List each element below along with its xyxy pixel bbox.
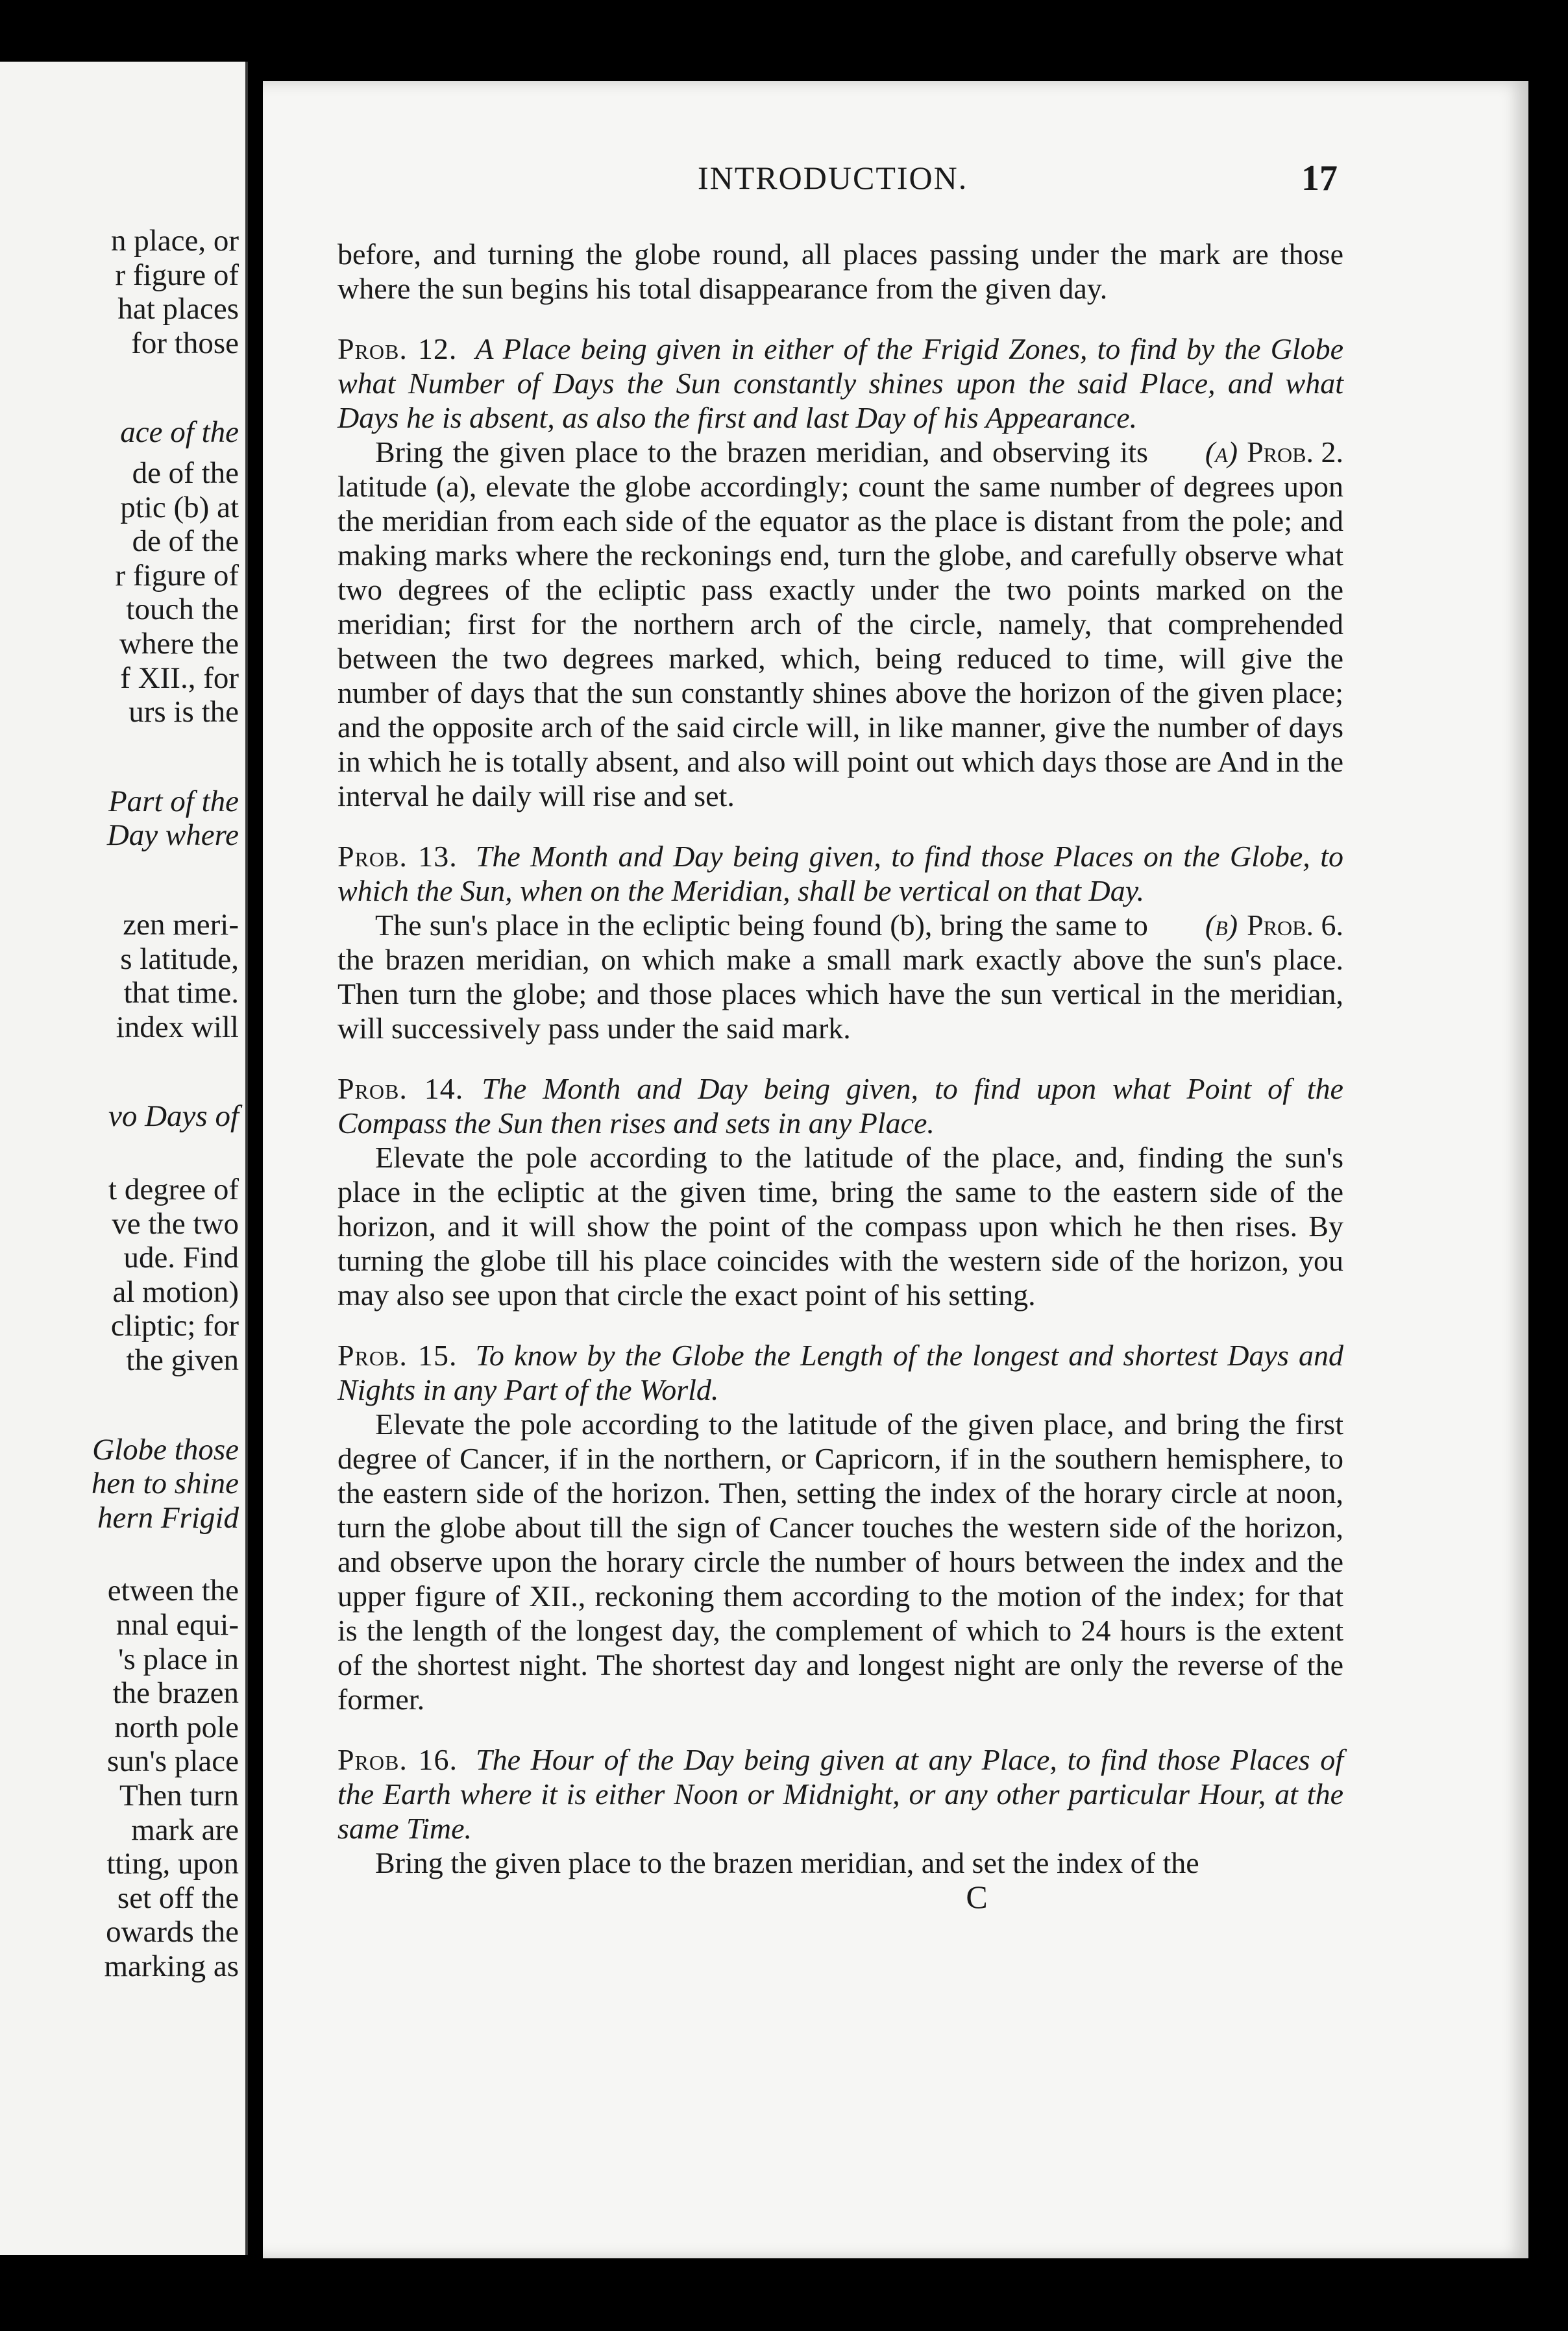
facing-page-line: set off the (117, 1881, 239, 1915)
problem-label: Prob. 15. (337, 1339, 458, 1372)
problem-text (337, 908, 1343, 1045)
problem-heading (337, 332, 1343, 435)
facing-page-line: Globe those (92, 1432, 239, 1467)
facing-page-line: ude. Find (123, 1241, 239, 1275)
note-ref: (b) (1205, 909, 1238, 942)
facing-page-line: hat places (117, 292, 239, 326)
facing-page-line: ptic (b) at (120, 490, 239, 524)
problem-text: Elevate the pole according to the latitude of the place, and, finding the sun's place in the ecliptic at the given time, bring the same to the eastern side of the horizon, and it will show the point of the compass upon which he then rises. By turning the globe till his place coincides with the western side of the horizon, you may also see upon that circle the exact point of his setting. (337, 1141, 1343, 1312)
facing-page-line: zen meri- (123, 908, 239, 942)
margin-note (1168, 908, 1343, 942)
facing-page-line: where the (119, 627, 239, 661)
facing-page-line: Day where (106, 818, 239, 853)
facing-page-line: ve the two (112, 1206, 239, 1241)
page-number: 17 (1301, 158, 1338, 199)
problem-title: To know by the Globe the Length of the longest and shortest Days and Nights in any Part of the World. (337, 1339, 1343, 1406)
problem-title: The Hour of the Day being given at any Place, to find those Places of the Earth where it is either Noon or Midnight, or any other particular Hour, at the same Time. (337, 1743, 1343, 1845)
facing-page-line: s latitude, (120, 942, 239, 976)
problem-title: The Month and Day being given, to find upon what Point of the Compass the Sun then rises and sets in any Place. (337, 1072, 1343, 1140)
facing-page-line: vo Days of (108, 1099, 239, 1134)
problem-12 (337, 332, 1343, 813)
note-text: Prob. 6. (1247, 909, 1343, 942)
problem-14 (337, 1071, 1343, 1312)
facing-page-line: 's place in (118, 1642, 239, 1676)
book-page (263, 81, 1528, 2258)
facing-page-line: the brazen (112, 1676, 239, 1711)
page-body (337, 237, 1343, 1914)
facing-page-line: n place, or (110, 224, 239, 258)
problem-text-content: The sun's place in the ecliptic being found (b), bring the same to the brazen meridian, on which make a small mark exactly above the sun's place. Then turn the globe; and those places which have the sun vertical in the meridian, will successively pass under the said mark. (337, 909, 1343, 1045)
facing-page-line: f XII., for (120, 661, 239, 695)
facing-page-line: index will (116, 1010, 239, 1044)
continued-paragraph: before, and turning the globe round, all places passing under the mark are those where the sun begins his total disappearance from the given day. (337, 238, 1343, 305)
facing-page-line: nnal equi- (116, 1608, 239, 1642)
facing-page-line: r figure of (115, 558, 239, 592)
problem-15 (337, 1338, 1343, 1716)
facing-page-line: hern Frigid (97, 1500, 239, 1535)
facing-page-line: marking as (104, 1949, 239, 1983)
facing-page-line: hen to shine (91, 1467, 239, 1501)
facing-page-line: cliptic; for (110, 1309, 239, 1343)
problem-13 (337, 839, 1343, 1045)
facing-page-line: Then turn (119, 1779, 239, 1812)
signature-mark: C (966, 1879, 988, 1915)
facing-page-line: tting, upon (106, 1847, 239, 1881)
problem-text: Bring the given place to the brazen meridian, and set the index of the (375, 1846, 1199, 1879)
note-ref: (a) (1205, 435, 1238, 469)
facing-page-line: de of the (132, 524, 239, 559)
facing-page-line: that time. (123, 976, 239, 1010)
problem-heading (337, 1742, 1343, 1846)
facing-page-line: al motion) (112, 1275, 239, 1309)
facing-page-line: sun's place (107, 1744, 239, 1779)
facing-page-line: the given (126, 1343, 239, 1377)
problem-heading (337, 1338, 1343, 1407)
note-text: Prob. 2. (1247, 435, 1343, 469)
facing-page-line: etween the (107, 1574, 239, 1608)
running-title: INTRODUCTION. (698, 160, 968, 196)
problem-label: Prob. 12. (337, 332, 458, 365)
facing-page-line: r figure of (115, 258, 239, 292)
facing-page-line: north pole (114, 1710, 239, 1744)
problem-label: Prob. 14. (337, 1072, 464, 1105)
facing-page-line: ace of the (120, 415, 239, 450)
problem-title: The Month and Day being given, to find those Places on the Globe, to which the Sun, when on the Meridian, shall be vertical on that Day. (337, 840, 1343, 907)
problem-text-content: Bring the given place to the brazen meridian, and observing its latitude (a), elevate the globe accordingly; count the same number of degrees upon the meridian from each side of the equator as the place is distant from the pole; and making marks where the reckonings end, turn the globe, and carefully observe what two degrees of the ecliptic pass exactly under the two points marked on the meridian; first for the northern arch of the circle, namely, that comprehended between the two degrees marked, which, being reduced to time, will give the number of days that the sun constantly shines above the horizon of the given place; and the opposite arch of the said circle will, in like manner, give the number of days in which he is totally absent, and also will point out which days those are And in the interval he daily will rise and set. (337, 435, 1343, 812)
margin-note (1168, 435, 1343, 469)
problem-16 (337, 1742, 1343, 1880)
problem-title: A Place being given in either of the Frigid Zones, to find by the Globe what Number of Days the Sun constantly shines upon the said Place, and what Days he is absent, as also the first and last Day of his Appearance. (337, 332, 1343, 434)
facing-page-line: urs is the (129, 695, 239, 729)
running-header (263, 159, 1528, 204)
problem-heading (337, 1071, 1343, 1140)
facing-page-line: touch the (126, 592, 239, 627)
facing-page-line: for those (131, 326, 239, 360)
problem-label: Prob. 13. (337, 840, 458, 873)
facing-page-line: owards the (106, 1915, 239, 1949)
facing-page-line: mark are (131, 1812, 239, 1847)
facing-page-line: t degree of (108, 1173, 239, 1206)
facing-page (0, 62, 248, 2255)
facing-page-line: de of the (132, 456, 239, 490)
facing-page-line: Part of the (108, 784, 239, 818)
problem-text: Elevate the pole according to the latitude of the given place, and bring the first degree of Cancer, if in the northern, or Capricorn, if in the southern hemisphere, to the eastern side of the horizon. Then, setting the index of the horary circle at noon, turn the globe about till the sign of Cancer touches the western side of the horizon, and observe upon the horary circle the number of hours between the index and the upper figure of XII., reckoning them according to the motion of the index; for that is the length of the longest day, the complement of which to 24 hours is the extent of the shortest night. The shortest day and longest night are only the reverse of the former. (337, 1408, 1343, 1716)
problem-text (337, 435, 1343, 813)
problem-heading (337, 839, 1343, 908)
problem-label: Prob. 16. (337, 1743, 458, 1776)
